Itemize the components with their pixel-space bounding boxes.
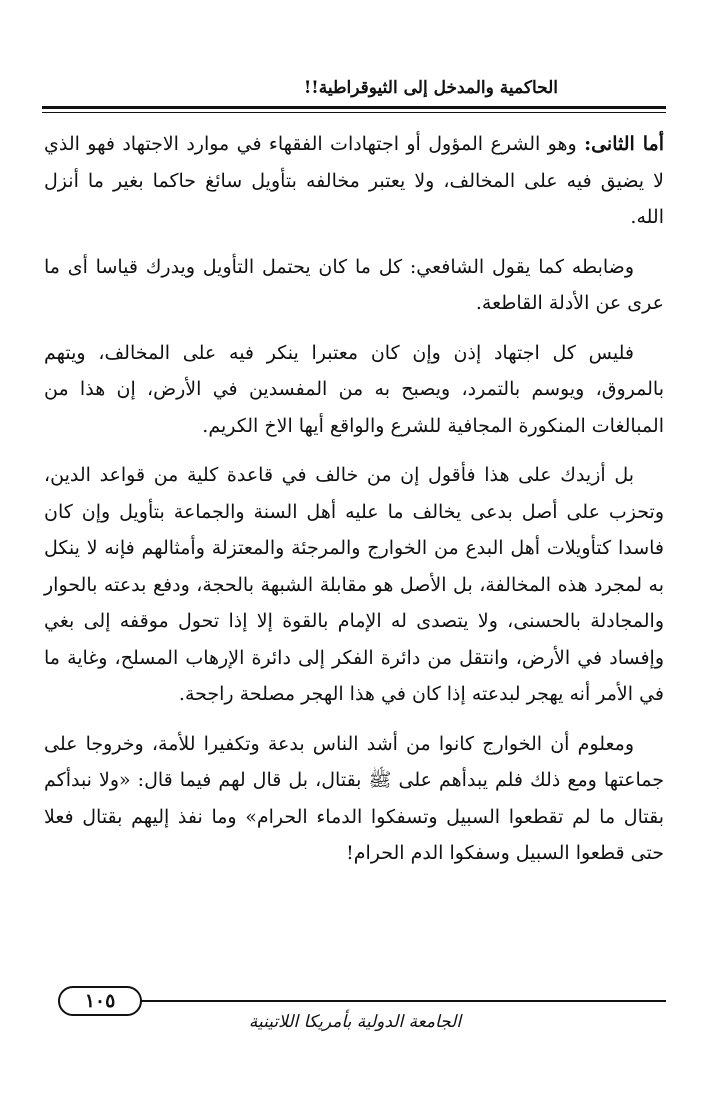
page-number [58, 986, 142, 1016]
footer-publisher: الجامعة الدولية بأمريكا اللاتينية [248, 1012, 462, 1032]
paragraph-4: بل أزيدك على هذا فأقول إن من خالف في قاعدة كلية من قواعد الدين، وتحزب على أصل بدعى يخالف ما عليه أهل السنة والجماعة بتأويل وإن كان فاسدا كتأويلات أهل البدع من الخوارج والمرجئة والمعتزلة وأمثالهم فإنه لا ينكل به لمجرد هذه المخالفة، بل الأصل هو مقابلة الشبهة بالحجة، ودفع بدعته بالحوار والمجادلة بالحسنى، ولا يتصدى له الإمام بالقوة إلا إذا تحول موقفه إلى بغي وإفساد في الأرض، وانتقل من دائرة الفكر إلى دائرة الإرهاب المسلح، وغاية ما في الأمر أنه يهجر لبدعته إذا كان في هذا الهجر مصلحة راجحة. [44, 464, 664, 705]
paragraph-5: ومعلوم أن الخوارج كانوا من أشد الناس بدعة وتكفيرا للأمة، وخروجا على جماعتها ومع ذلك فلم يبدأهم على ﷺ بقتال، بل قال لهم فيما قال: «ولا نبدأكم بقتال ما لم تقطعوا السبيل وتسفكوا الدماء الحرام» وما نفذ إليهم بقتال فعلا حتى قطعوا السبيل وسفكوا الدم الحرام! [44, 732, 664, 864]
header-rule-thin [42, 112, 666, 113]
paragraph-3: فليس كل اجتهاد إذن وإن كان معتبرا ينكر فيه على المخالف، ويتهم بالمروق، ويوسم بالتمرد، ويصبح به من المفسدين في الأرض، إن هذا من المبالغات المنكورة المجافية للشرع والواقع أيها الاخ الكريم. [44, 341, 664, 437]
footer-rule [120, 1000, 666, 1002]
page-body [44, 126, 664, 885]
paragraph-1 [44, 126, 664, 236]
running-header: الحاكمية والمدخل إلى الثيوقراطية!! [303, 78, 558, 98]
header-rule-thick [42, 106, 666, 109]
paragraph-text: وهو الشرع المؤول أو اجتهادات الفقهاء في موارد الاجتهاد فهو الذي لا يضيق فيه على المخالف، ولا يعتبر مخالفه بتأويل سائغ حاكما بغير ما أنزل الله. [44, 133, 664, 228]
paragraph-lead: أما الثانى: [584, 133, 664, 155]
page-number-text: ١٠٥ [84, 990, 116, 1012]
paragraph-2: وضابطه كما يقول الشافعي: كل ما كان يحتمل التأويل ويدرك قياسا أى ما عرى عن الأدلة القاطعة. [44, 255, 664, 314]
